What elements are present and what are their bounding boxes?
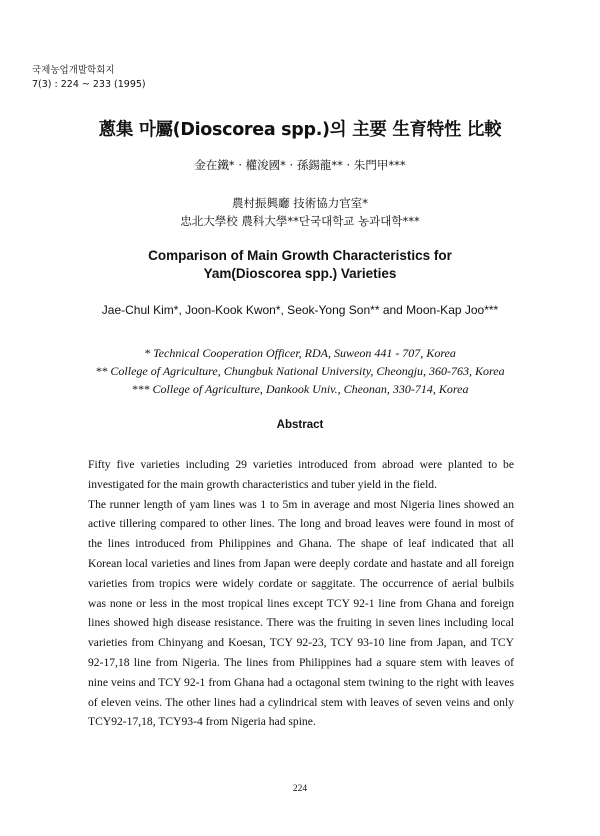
affiliation-en-line: ** College of Agriculture, Chungbuk National University, Cheongju, 360-763, Korea — [95, 364, 505, 378]
abstract-paragraph: Fifty five varieties including 29 varieties introduced from abroad were planted to be investigated for the main growth characteristics and tuber yield in the field. — [88, 458, 514, 491]
title-english — [0, 247, 600, 283]
authors-korean: 金在鐵* · 權浚國* · 孫錫龍** · 朱門甲*** — [194, 158, 406, 172]
abstract-heading: Abstract — [276, 419, 324, 431]
abstract-paragraph: The runner length of yam lines was 1 to 5m in average and most Nigeria lines showed an active tillering compared to other lines. The long and broad leaves were found in most of the lines introduced from Philippines and Ghana. The shape of leaf indicated that all Korean local varieties and lines from Japan were deeply cordate and hastate and all foreign varieties from tropics were widely cordate or saggitate. The occurrence of aerial bulbils was none or less in the most tropical lines except TCY 92-1 line from Ghana and foreign lines showed high disease resistance. There was the fruiting in seven lines including local varieties from Chinyang and Koesan, TCY 92-23, TCY 93-10 line from Japan, and TCY 92-17,18 line from Nigeria. The lines from Philippines had a square stem with leaves of nine veins and TCY 92-1 from Ghana had a octagonal stem twining to the right with leaves of eleven veins. The other lines had a cylindrical stem with leaves of seven veins and only TCY92-17,18, TCY93-4 from Nigeria had spine. — [88, 497, 514, 729]
title-korean: 蔥集 마屬(Dioscorea spp.)의 主要 生育特性 比較 — [98, 120, 502, 140]
abstract-body — [88, 455, 514, 732]
authors-english: Jae-Chul Kim*, Joon-Kook Kwon*, Seok-Yong Son** and Moon-Kap Joo*** — [101, 303, 499, 317]
title-en-line: Comparison of Main Growth Characteristics for — [148, 248, 452, 263]
affiliation-en-line: * Technical Cooperation Officer, RDA, Suweon 441 - 707, Korea — [144, 346, 456, 360]
affiliation-ko-line: 忠北大學校 農科大學**단국대학교 농과대학*** — [180, 214, 420, 228]
affiliation-ko-line: 農村振興廳 技術協力官室* — [232, 196, 368, 210]
journal-header — [32, 64, 146, 92]
affiliations-english — [0, 344, 600, 398]
page-number: 224 — [292, 784, 308, 794]
journal-issue: 7(3) : 224 ~ 233 (1995) — [32, 79, 146, 90]
journal-name: 국제농업개발학회지 — [32, 65, 115, 76]
affiliation-en-line: *** College of Agriculture, Dankook Univ., Cheonan, 330-714, Korea — [131, 382, 469, 396]
title-en-line: Yam(Dioscorea spp.) Varieties — [203, 266, 397, 281]
affiliations-korean — [0, 194, 600, 230]
